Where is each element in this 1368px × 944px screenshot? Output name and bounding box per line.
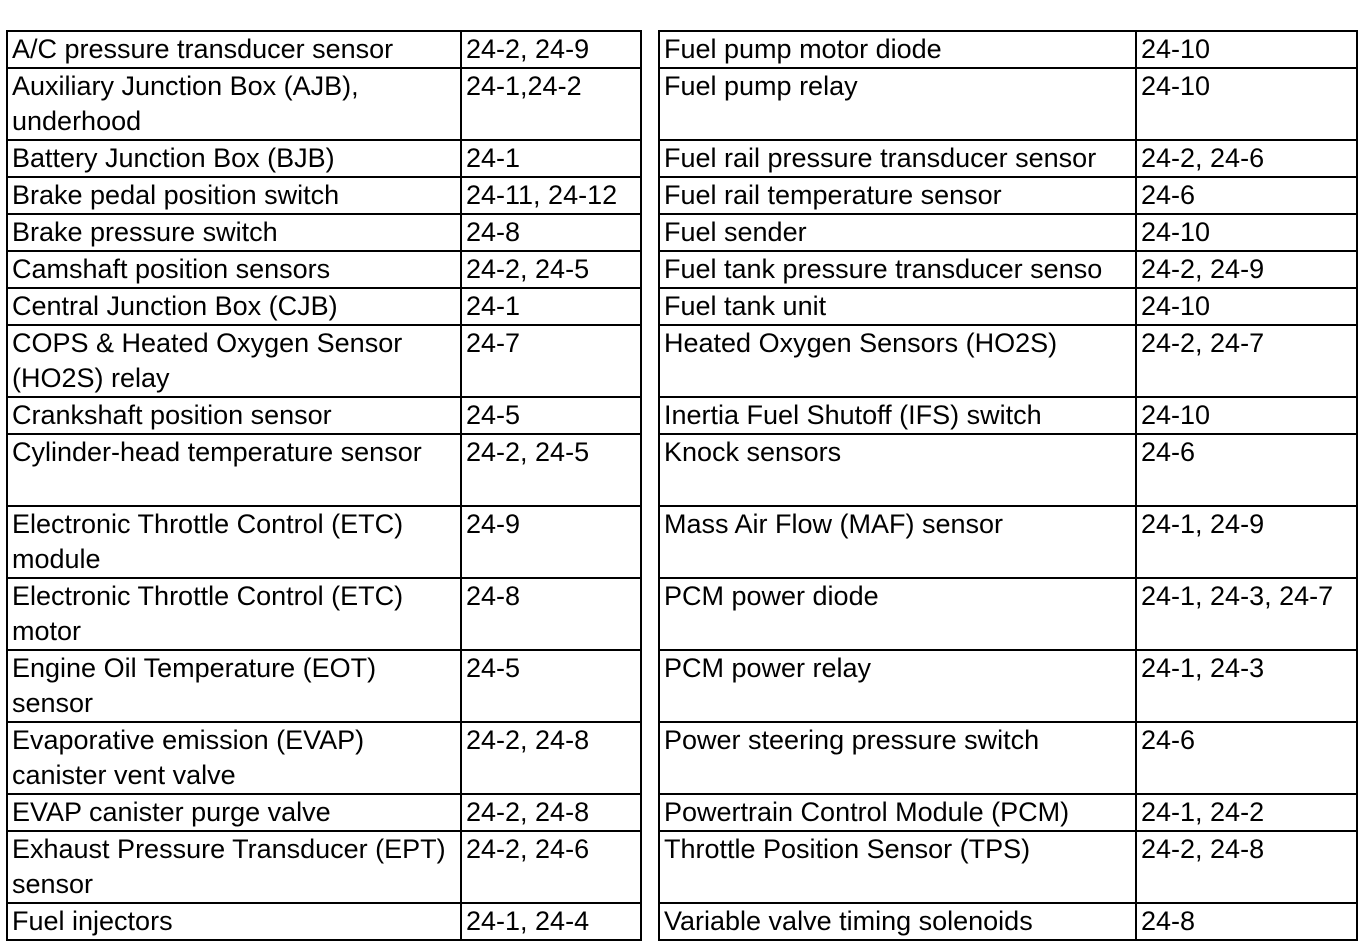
component-name: Brake pressure switch	[7, 214, 461, 251]
table-row	[659, 650, 1357, 722]
page-reference: 24-1	[461, 288, 641, 325]
table-row	[659, 140, 1357, 177]
page-reference: 24-8	[461, 578, 641, 650]
table-row	[659, 68, 1357, 140]
page-reference: 24-10	[1136, 214, 1357, 251]
table-row	[7, 31, 641, 68]
page-reference: 24-8	[461, 214, 641, 251]
component-name: Fuel pump relay	[659, 68, 1136, 140]
page-reference: 24-7	[461, 325, 641, 397]
page-reference: 24-5	[461, 650, 641, 722]
page-reference: 24-2, 24-8	[461, 794, 641, 831]
table-row	[7, 251, 641, 288]
table-row	[7, 68, 641, 140]
table-row	[659, 831, 1357, 903]
page-reference: 24-1, 24-3, 24-7	[1136, 578, 1357, 650]
component-name: A/C pressure transducer sensor	[7, 31, 461, 68]
component-name: Engine Oil Temperature (EOT) sensor	[7, 650, 461, 722]
page-reference: 24-2, 24-5	[461, 434, 641, 506]
component-name: Knock sensors	[659, 434, 1136, 506]
table-row	[659, 794, 1357, 831]
page-reference: 24-10	[1136, 288, 1357, 325]
component-name: Fuel rail temperature sensor	[659, 177, 1136, 214]
table-row	[7, 397, 641, 434]
page-reference: 24-1, 24-4	[461, 903, 641, 940]
component-name: Mass Air Flow (MAF) sensor	[659, 506, 1136, 578]
table-row	[659, 325, 1357, 397]
left-component-table	[6, 30, 642, 941]
component-name: Variable valve timing solenoids	[659, 903, 1136, 940]
component-name: Fuel sender	[659, 214, 1136, 251]
component-name: Heated Oxygen Sensors (HO2S)	[659, 325, 1136, 397]
component-name: PCM power relay	[659, 650, 1136, 722]
table-row	[7, 140, 641, 177]
table-row	[659, 31, 1357, 68]
table-row	[659, 903, 1357, 940]
page-reference: 24-8	[1136, 903, 1357, 940]
page-reference: 24-10	[1136, 68, 1357, 140]
table-row	[659, 578, 1357, 650]
table-row	[659, 506, 1357, 578]
page-reference: 24-2, 24-5	[461, 251, 641, 288]
component-name: Fuel tank unit	[659, 288, 1136, 325]
table-row	[659, 251, 1357, 288]
component-name: Exhaust Pressure Transducer (EPT) sensor	[7, 831, 461, 903]
page-reference: 24-6	[1136, 434, 1357, 506]
table-row	[7, 722, 641, 794]
page-reference: 24-2, 24-6	[461, 831, 641, 903]
page-reference: 24-9	[461, 506, 641, 578]
right-component-table	[658, 30, 1358, 941]
component-name: Fuel rail pressure transducer sensor	[659, 140, 1136, 177]
table-row	[7, 288, 641, 325]
page-reference: 24-6	[1136, 177, 1357, 214]
component-name: COPS & Heated Oxygen Sensor (HO2S) relay	[7, 325, 461, 397]
table-row	[7, 177, 641, 214]
page-reference: 24-10	[1136, 31, 1357, 68]
page-reference: 24-2, 24-9	[461, 31, 641, 68]
table-row	[7, 214, 641, 251]
component-name: Electronic Throttle Control (ETC) module	[7, 506, 461, 578]
page-reference: 24-2, 24-7	[1136, 325, 1357, 397]
component-name: Power steering pressure switch	[659, 722, 1136, 794]
component-name: Cylinder-head temperature sensor	[7, 434, 461, 506]
table-row	[7, 903, 641, 940]
component-name: Fuel tank pressure transducer senso	[659, 251, 1136, 288]
table-row	[7, 794, 641, 831]
component-name: Fuel pump motor diode	[659, 31, 1136, 68]
table-row	[659, 722, 1357, 794]
table-row	[659, 434, 1357, 506]
component-name: Auxiliary Junction Box (AJB), underhood	[7, 68, 461, 140]
page-reference: 24-11, 24-12	[461, 177, 641, 214]
table-row	[7, 831, 641, 903]
table-row	[659, 397, 1357, 434]
table-row	[659, 177, 1357, 214]
component-name: Central Junction Box (CJB)	[7, 288, 461, 325]
component-name: Camshaft position sensors	[7, 251, 461, 288]
page-reference: 24-1, 24-9	[1136, 506, 1357, 578]
table-row	[7, 434, 641, 506]
table-row	[659, 288, 1357, 325]
component-name: Fuel injectors	[7, 903, 461, 940]
component-name: Brake pedal position switch	[7, 177, 461, 214]
table-row	[7, 650, 641, 722]
table-row	[7, 578, 641, 650]
table-row	[7, 325, 641, 397]
component-name: Battery Junction Box (BJB)	[7, 140, 461, 177]
component-name: Evaporative emission (EVAP) canister vent valve	[7, 722, 461, 794]
page-reference: 24-1,24-2	[461, 68, 641, 140]
page-reference: 24-2, 24-9	[1136, 251, 1357, 288]
page-reference: 24-2, 24-6	[1136, 140, 1357, 177]
page-reference: 24-10	[1136, 397, 1357, 434]
table-row	[7, 506, 641, 578]
page-reference: 24-1, 24-3	[1136, 650, 1357, 722]
table-row	[659, 214, 1357, 251]
component-name: Crankshaft position sensor	[7, 397, 461, 434]
component-name: Powertrain Control Module (PCM)	[659, 794, 1136, 831]
page-reference: 24-2, 24-8	[1136, 831, 1357, 903]
component-name: PCM power diode	[659, 578, 1136, 650]
page-reference: 24-2, 24-8	[461, 722, 641, 794]
page-reference: 24-5	[461, 397, 641, 434]
component-name: Throttle Position Sensor (TPS)	[659, 831, 1136, 903]
component-name: Electronic Throttle Control (ETC) motor	[7, 578, 461, 650]
component-name: EVAP canister purge valve	[7, 794, 461, 831]
page-reference: 24-6	[1136, 722, 1357, 794]
page-reference: 24-1, 24-2	[1136, 794, 1357, 831]
component-name: Inertia Fuel Shutoff (IFS) switch	[659, 397, 1136, 434]
page-reference: 24-1	[461, 140, 641, 177]
